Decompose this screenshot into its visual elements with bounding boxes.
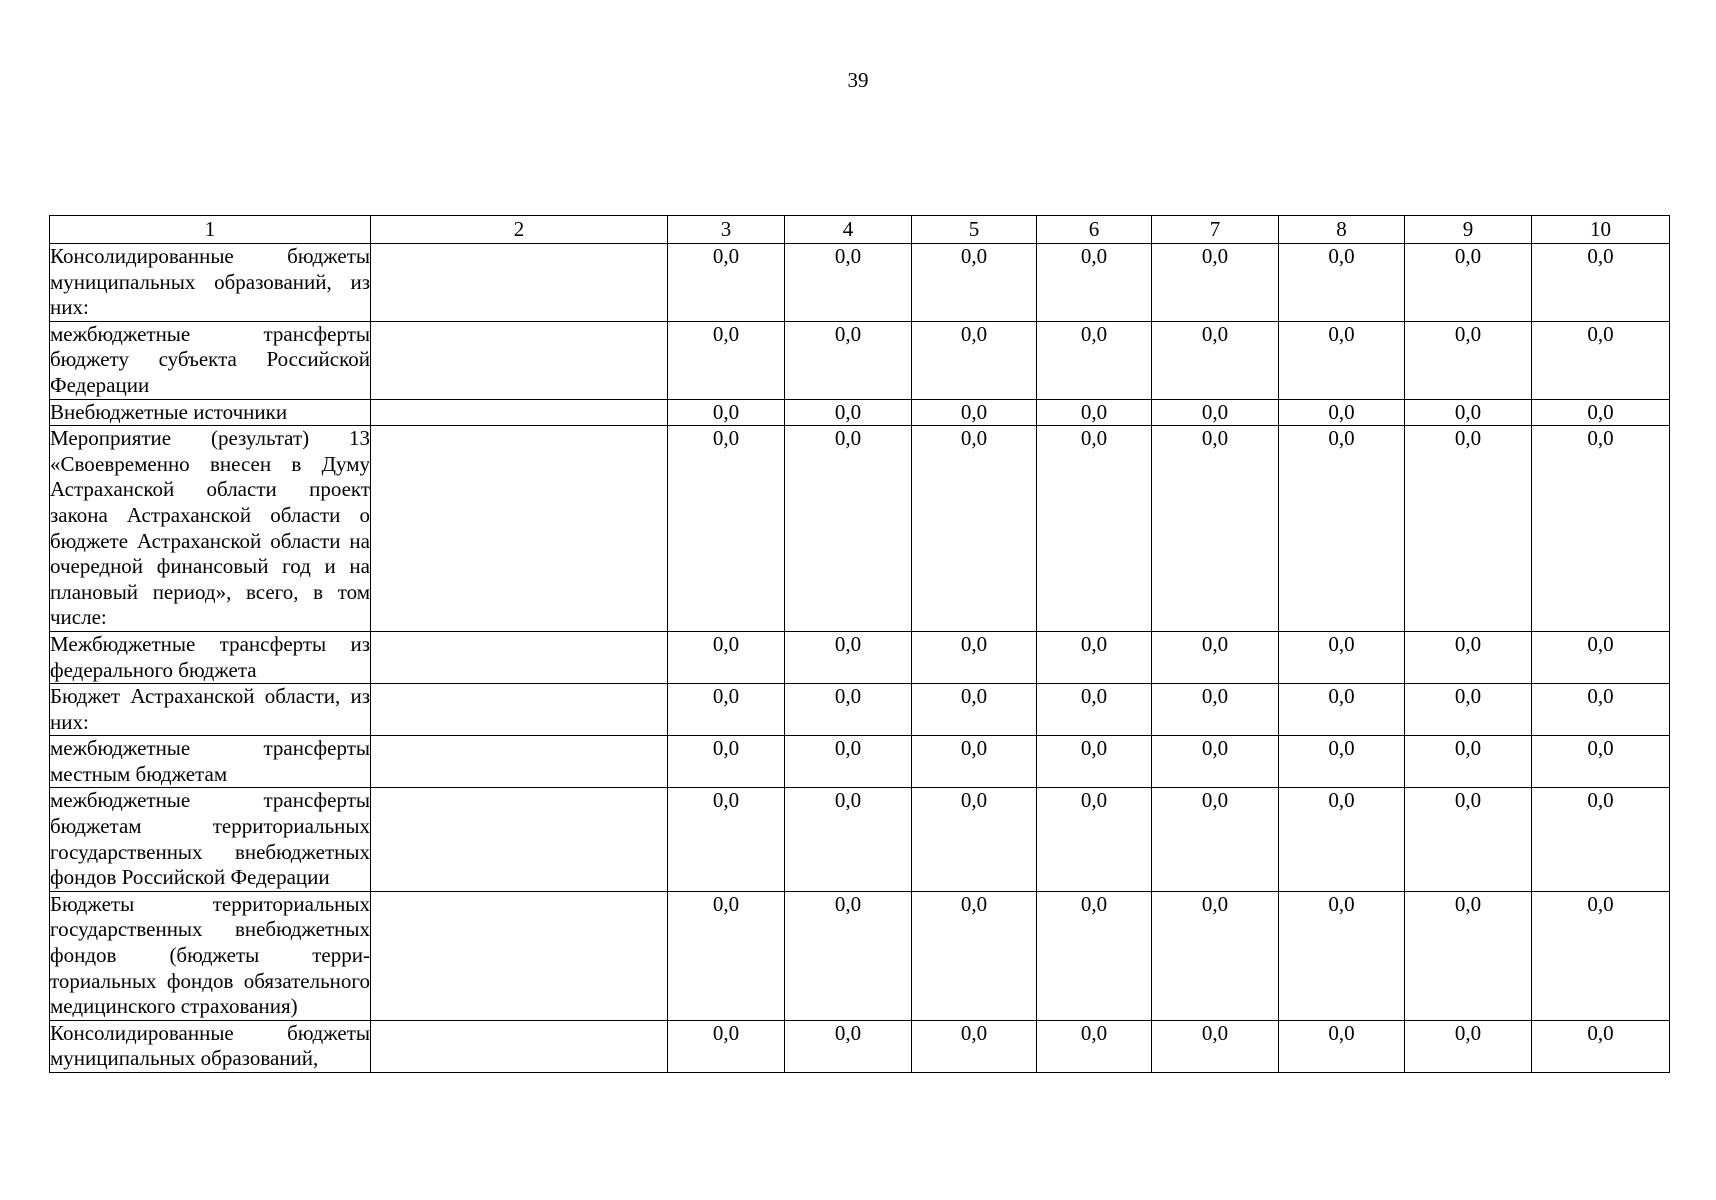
value-cell: 0,0 <box>1037 426 1152 632</box>
row-col2 <box>371 631 668 683</box>
value-cell: 0,0 <box>1279 736 1405 788</box>
value-cell: 0,0 <box>1405 244 1532 322</box>
value-cell: 0,0 <box>1279 891 1405 1020</box>
value-cell: 0,0 <box>785 244 912 322</box>
value-cell: 0,0 <box>912 1020 1037 1072</box>
value-cell: 0,0 <box>1405 631 1532 683</box>
table-row <box>50 426 1670 632</box>
row-col2 <box>371 736 668 788</box>
value-cell: 0,0 <box>668 684 785 736</box>
column-header: 7 <box>1152 216 1279 244</box>
value-cell: 0,0 <box>785 631 912 683</box>
value-cell: 0,0 <box>785 736 912 788</box>
value-cell: 0,0 <box>1037 891 1152 1020</box>
column-header: 4 <box>785 216 912 244</box>
row-col2 <box>371 684 668 736</box>
value-cell: 0,0 <box>1037 244 1152 322</box>
value-cell: 0,0 <box>1405 736 1532 788</box>
value-cell: 0,0 <box>1405 684 1532 736</box>
value-cell: 0,0 <box>1279 426 1405 632</box>
value-cell: 0,0 <box>912 321 1037 399</box>
value-cell: 0,0 <box>668 631 785 683</box>
value-cell: 0,0 <box>1532 244 1670 322</box>
value-cell: 0,0 <box>912 891 1037 1020</box>
budget-table <box>49 215 1670 1073</box>
column-header: 5 <box>912 216 1037 244</box>
value-cell: 0,0 <box>1405 891 1532 1020</box>
value-cell: 0,0 <box>1279 244 1405 322</box>
value-cell: 0,0 <box>1037 631 1152 683</box>
column-header: 10 <box>1532 216 1670 244</box>
row-col2 <box>371 244 668 322</box>
value-cell: 0,0 <box>785 426 912 632</box>
value-cell: 0,0 <box>1532 399 1670 426</box>
value-cell: 0,0 <box>668 1020 785 1072</box>
value-cell: 0,0 <box>1532 321 1670 399</box>
value-cell: 0,0 <box>1152 891 1279 1020</box>
value-cell: 0,0 <box>1532 426 1670 632</box>
value-cell: 0,0 <box>785 321 912 399</box>
value-cell: 0,0 <box>668 788 785 891</box>
value-cell: 0,0 <box>1037 788 1152 891</box>
value-cell: 0,0 <box>1279 399 1405 426</box>
value-cell: 0,0 <box>912 244 1037 322</box>
value-cell: 0,0 <box>1532 684 1670 736</box>
value-cell: 0,0 <box>1037 399 1152 426</box>
value-cell: 0,0 <box>1152 736 1279 788</box>
value-cell: 0,0 <box>1152 631 1279 683</box>
value-cell: 0,0 <box>1532 736 1670 788</box>
value-cell: 0,0 <box>1279 631 1405 683</box>
row-label: Консолидированные бюджеты муниципальных образований, из них: <box>50 244 371 322</box>
row-label: Консолидированные бюджеты муниципальных образований, <box>50 1020 371 1072</box>
value-cell: 0,0 <box>785 1020 912 1072</box>
value-cell: 0,0 <box>785 399 912 426</box>
table-row <box>50 1020 1670 1072</box>
row-col2 <box>371 788 668 891</box>
row-col2 <box>371 891 668 1020</box>
table-row <box>50 788 1670 891</box>
value-cell: 0,0 <box>668 399 785 426</box>
value-cell: 0,0 <box>1279 788 1405 891</box>
page-number: 39 <box>847 68 869 92</box>
value-cell: 0,0 <box>912 684 1037 736</box>
value-cell: 0,0 <box>1152 321 1279 399</box>
value-cell: 0,0 <box>668 736 785 788</box>
value-cell: 0,0 <box>1037 684 1152 736</box>
value-cell: 0,0 <box>1037 736 1152 788</box>
value-cell: 0,0 <box>1152 426 1279 632</box>
value-cell: 0,0 <box>912 788 1037 891</box>
value-cell: 0,0 <box>1152 684 1279 736</box>
value-cell: 0,0 <box>785 891 912 1020</box>
column-header: 1 <box>50 216 371 244</box>
value-cell: 0,0 <box>1532 891 1670 1020</box>
value-cell: 0,0 <box>1037 321 1152 399</box>
row-label: межбюджетные трансферты бюджетам территориальных государственных внебюджетных фондов Российской Федерации <box>50 788 371 891</box>
table-row <box>50 399 1670 426</box>
value-cell: 0,0 <box>1532 631 1670 683</box>
value-cell: 0,0 <box>1279 1020 1405 1072</box>
header-row <box>50 216 1670 244</box>
value-cell: 0,0 <box>785 788 912 891</box>
value-cell: 0,0 <box>912 631 1037 683</box>
row-col2 <box>371 426 668 632</box>
value-cell: 0,0 <box>1532 1020 1670 1072</box>
value-cell: 0,0 <box>1152 788 1279 891</box>
value-cell: 0,0 <box>1152 1020 1279 1072</box>
value-cell: 0,0 <box>912 736 1037 788</box>
value-cell: 0,0 <box>1405 788 1532 891</box>
value-cell: 0,0 <box>1037 1020 1152 1072</box>
row-col2 <box>371 321 668 399</box>
table-row <box>50 321 1670 399</box>
row-col2 <box>371 1020 668 1072</box>
table-row <box>50 684 1670 736</box>
value-cell: 0,0 <box>668 321 785 399</box>
value-cell: 0,0 <box>1152 244 1279 322</box>
value-cell: 0,0 <box>1405 321 1532 399</box>
value-cell: 0,0 <box>668 891 785 1020</box>
value-cell: 0,0 <box>1279 321 1405 399</box>
column-header: 6 <box>1037 216 1152 244</box>
value-cell: 0,0 <box>1405 426 1532 632</box>
table-row <box>50 736 1670 788</box>
value-cell: 0,0 <box>1405 399 1532 426</box>
row-label: межбюджетные трансферты бюджету субъекта Российской Федерации <box>50 321 371 399</box>
value-cell: 0,0 <box>1152 399 1279 426</box>
value-cell: 0,0 <box>912 399 1037 426</box>
row-label: Бюджеты территориальных государственных внебюджетных фондов (бюджеты территориальных фондов обязательного медицинского страхования) <box>50 891 371 1020</box>
column-header: 8 <box>1279 216 1405 244</box>
value-cell: 0,0 <box>1279 684 1405 736</box>
row-label: Мероприятие (результат) 13 «Своевременно внесен в Думу Астраханской области проект закона Астраханской области о бюджете Астраханской области на очередной финансовый год и на плановый период», всего, в том числе: <box>50 426 371 632</box>
value-cell: 0,0 <box>668 244 785 322</box>
column-header: 2 <box>371 216 668 244</box>
value-cell: 0,0 <box>1405 1020 1532 1072</box>
row-label: Межбюджетные трансферты из федерального бюджета <box>50 631 371 683</box>
column-header: 9 <box>1405 216 1532 244</box>
column-header: 3 <box>668 216 785 244</box>
table-row <box>50 244 1670 322</box>
row-label: Бюджет Астраханской области, из них: <box>50 684 371 736</box>
row-label: межбюджетные трансферты местным бюджетам <box>50 736 371 788</box>
table-row <box>50 891 1670 1020</box>
value-cell: 0,0 <box>912 426 1037 632</box>
value-cell: 0,0 <box>668 426 785 632</box>
value-cell: 0,0 <box>785 684 912 736</box>
row-col2 <box>371 399 668 426</box>
value-cell: 0,0 <box>1532 788 1670 891</box>
row-label: Внебюджетные источники <box>50 399 371 426</box>
table-row <box>50 631 1670 683</box>
